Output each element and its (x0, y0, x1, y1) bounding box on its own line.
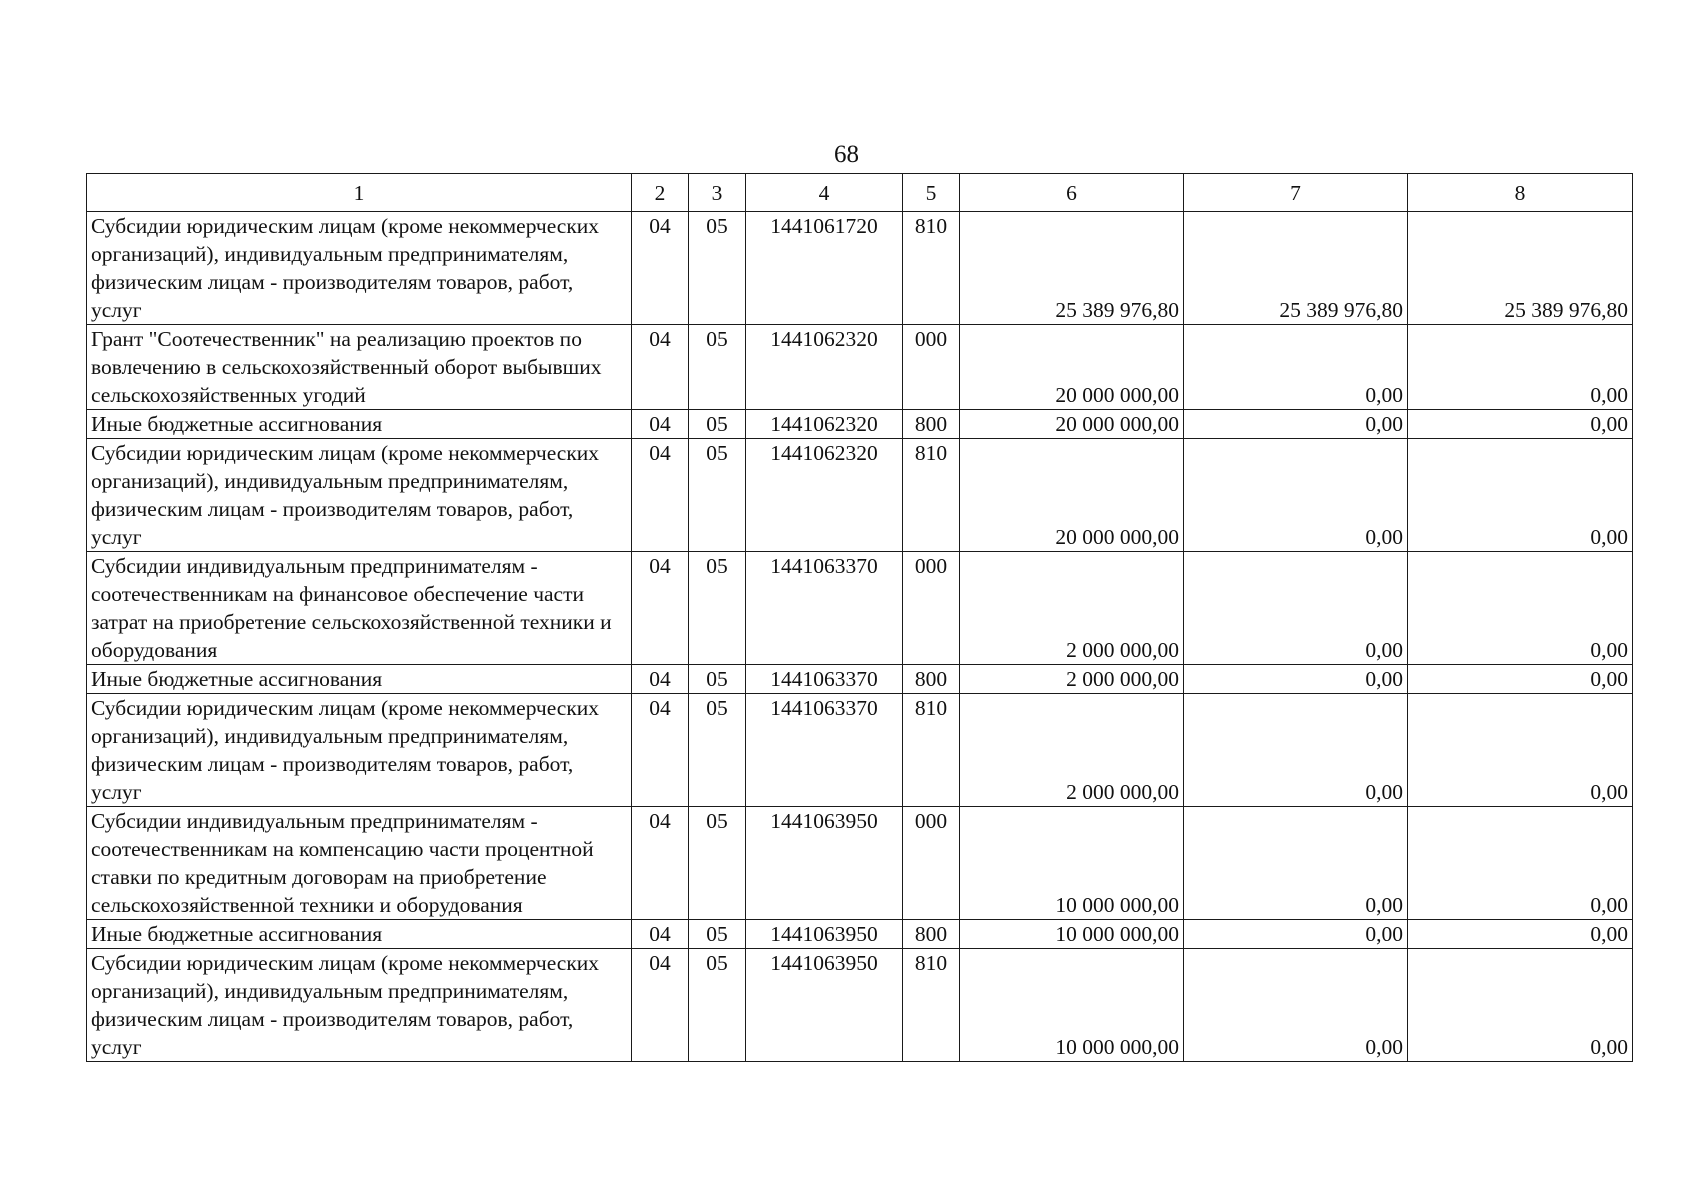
item-name-cell: Субсидии юридическим лицам (кроме некоммерческих организаций), индивидуальным предпринимателям, физическим лицам - производителям товаров, работ, услуг (87, 212, 632, 325)
item-name-cell: Иные бюджетные ассигнования (87, 665, 632, 694)
amount-col7-cell: 0,00 (1184, 807, 1408, 920)
item-name-cell: Иные бюджетные ассигнования (87, 920, 632, 949)
subsection-code-cell: 05 (689, 807, 746, 920)
target-article-cell: 1441061720 (746, 212, 903, 325)
table-row (87, 552, 1633, 665)
item-name-cell: Субсидии индивидуальным предпринимателям - соотечественникам на финансовое обеспечение части затрат на приобретение сельскохозяйственной техники и оборудования (87, 552, 632, 665)
amount-col8-cell: 0,00 (1408, 920, 1633, 949)
column-header: 4 (746, 174, 903, 212)
amount-col6-cell: 10 000 000,00 (960, 807, 1184, 920)
amount-col7-cell: 0,00 (1184, 665, 1408, 694)
column-header: 7 (1184, 174, 1408, 212)
amount-col8-cell: 0,00 (1408, 807, 1633, 920)
amount-col7-cell: 0,00 (1184, 920, 1408, 949)
amount-col8-cell: 25 389 976,80 (1408, 212, 1633, 325)
budget-table (86, 173, 1633, 1062)
subsection-code-cell: 05 (689, 552, 746, 665)
subsection-code-cell: 05 (689, 212, 746, 325)
amount-col7-cell: 0,00 (1184, 325, 1408, 410)
item-name-cell: Субсидии индивидуальным предпринимателям - соотечественникам на компенсацию части процентной ставки по кредитным договорам на приобретение сельскохозяйственной техники и оборудования (87, 807, 632, 920)
amount-col6-cell: 10 000 000,00 (960, 920, 1184, 949)
column-header: 6 (960, 174, 1184, 212)
target-article-cell: 1441063950 (746, 807, 903, 920)
subsection-code-cell: 05 (689, 665, 746, 694)
amount-col8-cell: 0,00 (1408, 325, 1633, 410)
table-row (87, 439, 1633, 552)
expense-type-cell: 810 (903, 949, 960, 1062)
item-name-cell: Субсидии юридическим лицам (кроме некоммерческих организаций), индивидуальным предпринимателям, физическим лицам - производителям товаров, работ, услуг (87, 439, 632, 552)
section-code-cell: 04 (632, 920, 689, 949)
subsection-code-cell: 05 (689, 439, 746, 552)
amount-col6-cell: 10 000 000,00 (960, 949, 1184, 1062)
table-row (87, 665, 1633, 694)
expense-type-cell: 810 (903, 212, 960, 325)
section-code-cell: 04 (632, 807, 689, 920)
amount-col6-cell: 2 000 000,00 (960, 552, 1184, 665)
amount-col7-cell: 0,00 (1184, 439, 1408, 552)
amount-col6-cell: 20 000 000,00 (960, 410, 1184, 439)
section-code-cell: 04 (632, 325, 689, 410)
table-row (87, 920, 1633, 949)
section-code-cell: 04 (632, 212, 689, 325)
target-article-cell: 1441063950 (746, 949, 903, 1062)
section-code-cell: 04 (632, 694, 689, 807)
target-article-cell: 1441063950 (746, 920, 903, 949)
item-name-cell: Субсидии юридическим лицам (кроме некоммерческих организаций), индивидуальным предпринимателям, физическим лицам - производителям товаров, работ, услуг (87, 949, 632, 1062)
target-article-cell: 1441062320 (746, 439, 903, 552)
expense-type-cell: 000 (903, 325, 960, 410)
column-header: 2 (632, 174, 689, 212)
table-row (87, 410, 1633, 439)
item-name-cell: Иные бюджетные ассигнования (87, 410, 632, 439)
amount-col7-cell: 0,00 (1184, 552, 1408, 665)
table-row (87, 949, 1633, 1062)
expense-type-cell: 800 (903, 665, 960, 694)
item-name-cell: Субсидии юридическим лицам (кроме некоммерческих организаций), индивидуальным предпринимателям, физическим лицам - производителям товаров, работ, услуг (87, 694, 632, 807)
amount-col7-cell: 0,00 (1184, 694, 1408, 807)
section-code-cell: 04 (632, 552, 689, 665)
amount-col6-cell: 25 389 976,80 (960, 212, 1184, 325)
table-row (87, 212, 1633, 325)
target-article-cell: 1441063370 (746, 665, 903, 694)
amount-col8-cell: 0,00 (1408, 439, 1633, 552)
amount-col6-cell: 2 000 000,00 (960, 665, 1184, 694)
target-article-cell: 1441062320 (746, 325, 903, 410)
section-code-cell: 04 (632, 665, 689, 694)
amount-col8-cell: 0,00 (1408, 410, 1633, 439)
amount-col8-cell: 0,00 (1408, 552, 1633, 665)
expense-type-cell: 000 (903, 552, 960, 665)
page-number: 68 (834, 141, 859, 168)
subsection-code-cell: 05 (689, 325, 746, 410)
amount-col8-cell: 0,00 (1408, 665, 1633, 694)
subsection-code-cell: 05 (689, 410, 746, 439)
column-header: 8 (1408, 174, 1633, 212)
subsection-code-cell: 05 (689, 694, 746, 807)
section-code-cell: 04 (632, 410, 689, 439)
target-article-cell: 1441063370 (746, 552, 903, 665)
item-name-cell: Грант "Соотечественник" на реализацию проектов по вовлечению в сельскохозяйственный оборот выбывших сельскохозяйственных угодий (87, 325, 632, 410)
section-code-cell: 04 (632, 949, 689, 1062)
expense-type-cell: 800 (903, 920, 960, 949)
amount-col8-cell: 0,00 (1408, 949, 1633, 1062)
amount-col7-cell: 0,00 (1184, 410, 1408, 439)
header-row (87, 174, 1633, 212)
expense-type-cell: 800 (903, 410, 960, 439)
expense-type-cell: 000 (903, 807, 960, 920)
column-header: 3 (689, 174, 746, 212)
amount-col6-cell: 20 000 000,00 (960, 325, 1184, 410)
amount-col8-cell: 0,00 (1408, 694, 1633, 807)
column-header: 5 (903, 174, 960, 212)
target-article-cell: 1441063370 (746, 694, 903, 807)
section-code-cell: 04 (632, 439, 689, 552)
subsection-code-cell: 05 (689, 920, 746, 949)
amount-col7-cell: 0,00 (1184, 949, 1408, 1062)
expense-type-cell: 810 (903, 439, 960, 552)
expense-type-cell: 810 (903, 694, 960, 807)
subsection-code-cell: 05 (689, 949, 746, 1062)
amount-col6-cell: 20 000 000,00 (960, 439, 1184, 552)
column-header: 1 (87, 174, 632, 212)
table-row (87, 807, 1633, 920)
target-article-cell: 1441062320 (746, 410, 903, 439)
table-row (87, 325, 1633, 410)
amount-col7-cell: 25 389 976,80 (1184, 212, 1408, 325)
amount-col6-cell: 2 000 000,00 (960, 694, 1184, 807)
table-row (87, 694, 1633, 807)
